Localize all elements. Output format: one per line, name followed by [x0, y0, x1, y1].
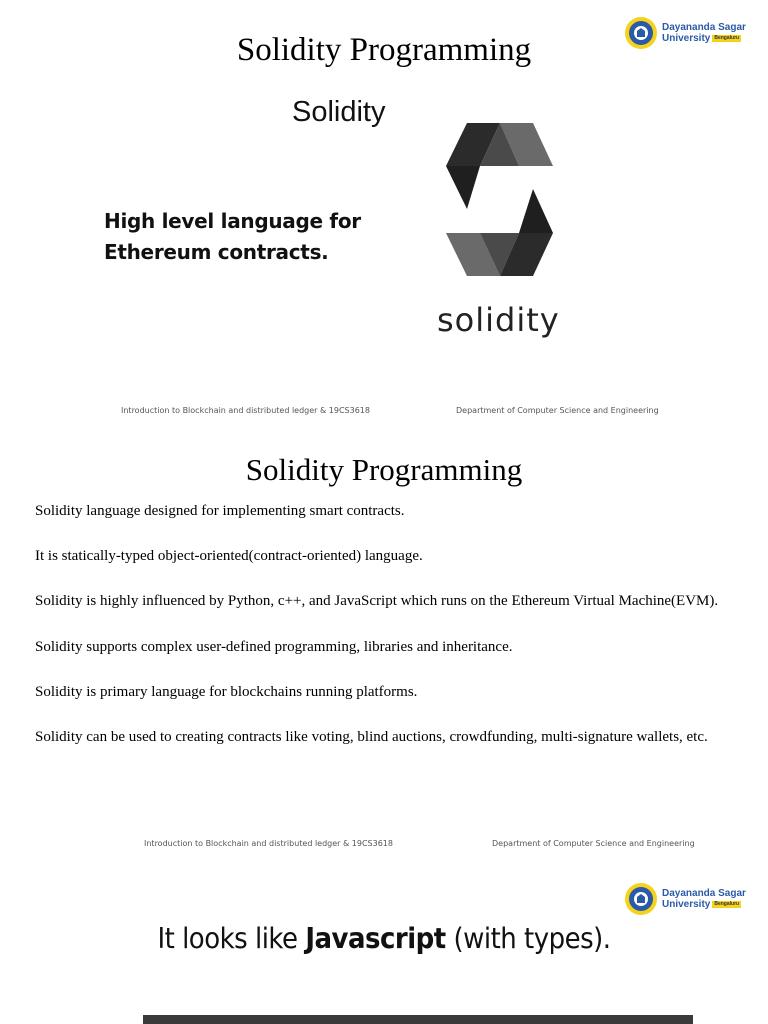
university-logo — [624, 882, 746, 916]
slide-1 — [0, 0, 768, 430]
heading-javascript: Javascript — [305, 922, 446, 956]
list-item: Solidity is primary language for blockchains running platforms. — [35, 684, 418, 700]
slide-2-footer-left: Introduction to Blockchain and distributed ledger & 19CS3618 — [144, 839, 393, 848]
slide-1-tagline — [104, 206, 361, 268]
tagline-line1: High level language for — [104, 209, 361, 233]
logo-tag: Bengaluru — [714, 900, 740, 907]
slide-1-title: Solidity Programming — [236, 32, 532, 68]
slide-2-footer-right: Department of Computer Science and Engineering — [492, 839, 695, 848]
slide-3-heading — [0, 923, 768, 956]
code-panel — [143, 1015, 693, 1024]
slide-2 — [0, 436, 768, 866]
slide-1-heading: Solidity — [292, 96, 386, 128]
list-item: It is statically-typed object-oriented(contract-oriented) language. — [35, 548, 423, 564]
solidity-logo-icon — [440, 120, 560, 280]
logo-line1: Dayananda Sagar — [662, 22, 746, 33]
heading-part1: It looks like — [157, 922, 306, 956]
slide-1-footer-right: Department of Computer Science and Engineering — [456, 406, 659, 415]
slide-2-title: Solidity Programming — [245, 452, 523, 487]
logo-line2: University — [662, 33, 711, 44]
list-item: Solidity language designed for implementing smart contracts. — [35, 503, 405, 519]
tagline-line2: Ethereum contracts. — [104, 240, 329, 264]
slide-1-footer-left: Introduction to Blockchain and distributed ledger & 19CS3618 — [121, 406, 370, 415]
list-item: Solidity supports complex user-defined programming, libraries and inheritance. — [35, 639, 513, 655]
logo-line1: Dayananda Sagar — [662, 888, 746, 899]
logo-tag: Bengaluru — [714, 34, 740, 41]
list-item: Solidity can be used to creating contracts like voting, blind auctions, crowdfunding, multi-signature wallets, etc. — [35, 729, 708, 745]
list-item: Solidity is highly influenced by Python, c++, and JavaScript which runs on the Ethereum Virtual Machine(EVM). — [35, 593, 719, 609]
logo-line2: University — [662, 899, 711, 910]
heading-part3: (with types). — [445, 922, 611, 956]
university-seal-icon — [624, 882, 658, 916]
slide-3 — [0, 872, 768, 1024]
solidity-wordmark: solidity — [437, 301, 560, 339]
